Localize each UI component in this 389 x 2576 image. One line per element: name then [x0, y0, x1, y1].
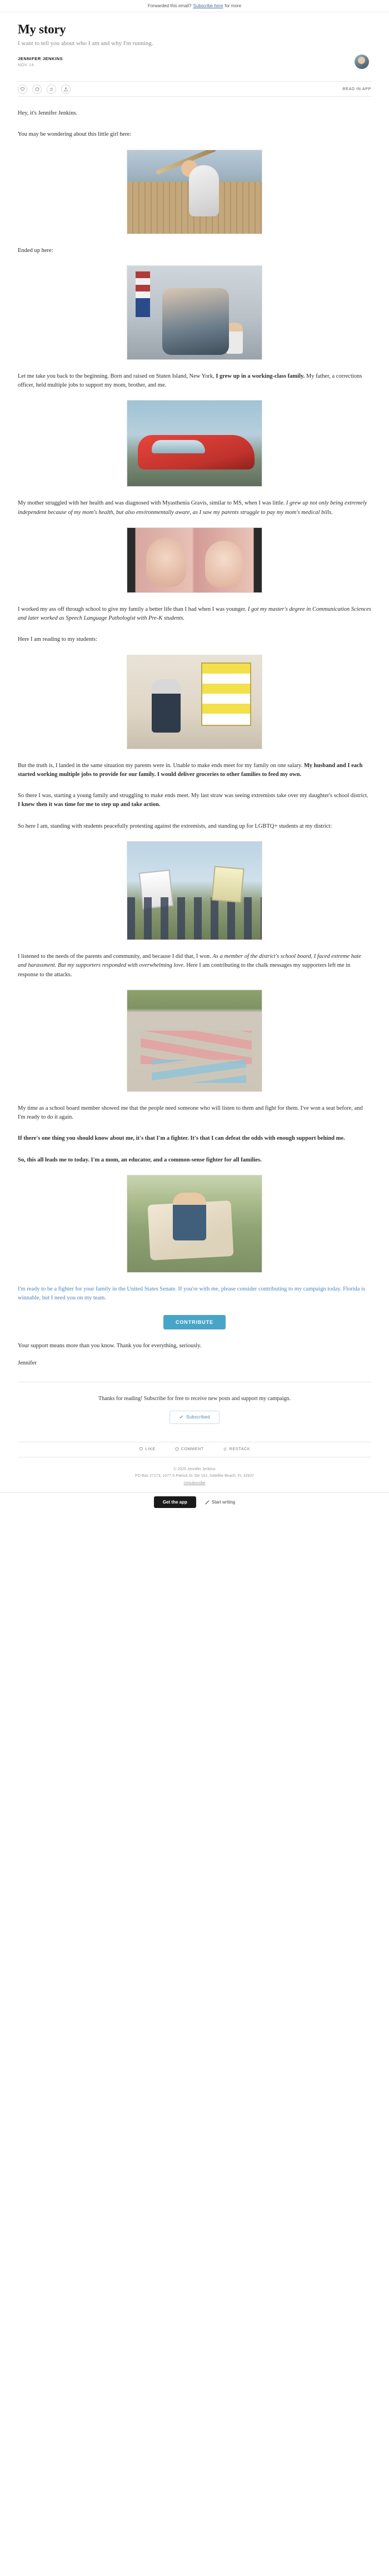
app-bar [0, 1492, 389, 1511]
figure-child-on-swing [18, 150, 371, 234]
photo-students-protest-with-signs [127, 841, 262, 940]
figure-chalk-messages [18, 990, 371, 1092]
paragraph-10: So here I am, standing with students peacefully protesting against the extremists, and standing up for LGBTQ+ students at my district: [18, 823, 332, 829]
paragraph-12: My time as a school board member showed me that the people need someone who will listen to them and fight for them. I've won a seat before, and I'm ready to do it again. [18, 1105, 363, 1121]
toddler-shape [226, 323, 243, 354]
closing-paragraph: Your support means more than you know. Thank you for everything, seriously. [18, 1343, 202, 1349]
figure-mother-daughter [18, 527, 371, 593]
page-title: My story [18, 22, 66, 36]
paragraph-13: If there's one thing you should know about me, it's that I'm a fighter. It's that I can defeat the odds with enough support behind me. [18, 1135, 345, 1142]
forwarded-pre-text: Forwarded this email? [147, 3, 192, 8]
subscribe-text: Thanks for reading! Subscribe for free to receive new posts and support my campaign. [98, 1395, 291, 1402]
signature: Jennifer [18, 1359, 37, 1366]
forwarded-post-text: for more [225, 3, 242, 8]
subscribed-button[interactable] [169, 1411, 220, 1424]
figure-reading-to-students [18, 655, 371, 749]
paragraph-14: So, this all leads me to today. I'm a mom, an educator, and a common-sense fighter for all families. [18, 1156, 262, 1163]
photo-chalk-messages-on-driveway [127, 990, 262, 1092]
child-head-shape [181, 160, 198, 177]
read-in-app-button[interactable]: READ IN APP [342, 87, 371, 91]
action-icons [18, 85, 71, 94]
heart-icon [139, 1447, 143, 1452]
paragraph-5: My mother struggled with her health and was diagnosed with Myasthenia Gravis, similar to MS, when I was little. I grew up not only being extremely independent because of my mom's health, but also environmentally aware, as I saw my parents struggle to pay my mom's medical bills. [18, 500, 367, 516]
restack-button[interactable] [223, 1447, 250, 1452]
restack-label: RESTACK [229, 1447, 251, 1452]
heart-icon[interactable] [18, 85, 27, 94]
author-name[interactable]: JENNIFER JENKINS [18, 56, 63, 61]
figure-classic-car [18, 400, 371, 487]
share-icon[interactable] [61, 85, 71, 94]
bottom-action-bar [18, 1442, 371, 1457]
comment-button[interactable] [174, 1447, 204, 1452]
paragraph-11: I listened to the needs of the parents and community, and because I did that, I won. As a member of the district's school board, I faced extreme hate and harassment. But my supporters responded with overwhelming love. Here I am contributing to the chalk messages my supporters left me in response to the attacks. [18, 953, 361, 978]
restack-icon [223, 1447, 227, 1452]
photo-family-with-flag [127, 265, 262, 360]
paragraph-4: Let me take you back to the beginning. Born and raised on Staten Island, New York, I grew up in a working-class family. My father, a corrections officer, held multiple jobs to support my mom, brother, and me. [18, 373, 362, 389]
footer-address: PO Box 27173, 1077 S Patrick Dr Ste 161, Satellite Beach, FL 32937 [134, 1474, 255, 1479]
forwarded-banner [0, 0, 389, 12]
photo-reading-to-students [127, 655, 262, 749]
subscribe-here-link[interactable]: Subscribe here [193, 3, 223, 8]
unsubscribe-link[interactable]: Unsubscribe [183, 1481, 206, 1485]
crowd-shape [127, 897, 262, 940]
paragraph-1: Hey, it's Jennifer Jenkins. [18, 110, 78, 116]
paragraph-8: But the truth is, I landed in the same situation my parents were in. Unable to make ends meet for my family on one salary. My husband and I each started working multiple jobs to provide for our family. I would deliver groceries to other families to feed my own. [18, 762, 363, 778]
comment-icon [174, 1447, 179, 1452]
footer-copyright: © 2025 Jennifer Jenkins [173, 1467, 216, 1471]
start-writing-button[interactable] [205, 1500, 235, 1505]
subscribed-label: Subscribed [186, 1415, 211, 1420]
figure-student-protest [18, 841, 371, 940]
avatar[interactable] [355, 55, 369, 69]
comment-icon[interactable] [32, 85, 42, 94]
figure-family-picnic [18, 1175, 371, 1273]
post-action-bar [18, 81, 371, 97]
pencil-icon [205, 1500, 210, 1505]
page-subtitle: I want to tell you about who I am and why I'm running. [18, 40, 153, 47]
start-writing-label: Start writing [211, 1500, 236, 1505]
paragraph-3: Ended up here: [18, 247, 53, 254]
get-the-app-button[interactable]: Get the app [154, 1496, 196, 1508]
photo-red-classic-car [127, 400, 262, 487]
masthead [0, 12, 389, 75]
like-button[interactable] [139, 1447, 156, 1452]
contribute-button-wrap [18, 1315, 371, 1329]
subscribe-block [0, 1382, 389, 1434]
photo-family-picnic-on-lawn [127, 1175, 262, 1273]
like-label: LIKE [145, 1447, 156, 1452]
figure-family-with-flag [18, 265, 371, 360]
paragraph-2: You may be wondering about this little girl here: [18, 131, 132, 138]
check-icon [179, 1415, 183, 1420]
article-body [0, 109, 389, 1366]
cta-paragraph: I'm ready to be a fighter for your family in the United States Senate. If you're with me, please consider contributing to my campaign today. Florida is winnable, but I need you on my team. [18, 1285, 366, 1302]
restack-icon[interactable] [47, 85, 56, 94]
paragraph-7: Here I am reading to my students: [18, 636, 97, 643]
comment-label: COMMENT [181, 1447, 204, 1452]
photo-mother-and-daughter-portrait [127, 527, 262, 593]
contribute-button[interactable]: CONTRIBUTE [163, 1315, 226, 1329]
paragraph-9: So there I was, starting a young family and struggling to make ends meet. My last straw was seeing extremists take over my daughter's school district. I knew then it was time for me to step up and take action. [18, 793, 368, 808]
byline-text [18, 56, 63, 67]
publish-date: NOV 14 [18, 62, 34, 67]
photo-child-on-swing-with-bat [127, 150, 262, 234]
paragraph-6: I worked my ass off through school to give my family a better life than I had when I was younger. I got my master's degree in Communication Sciences and later worked as Speech Language Pathologist with Pre-K students. [18, 606, 371, 622]
footer [0, 1457, 389, 1493]
byline [18, 55, 371, 69]
